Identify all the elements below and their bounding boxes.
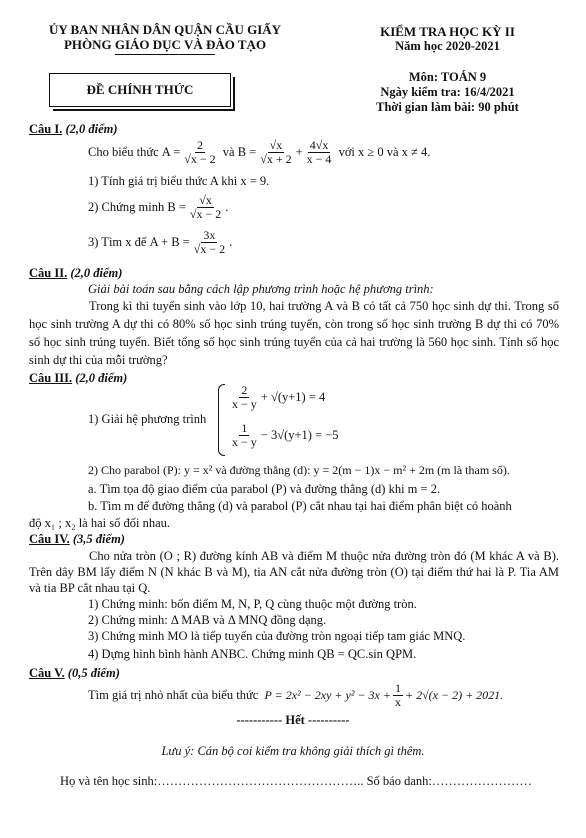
q3-eq1 xyxy=(228,384,325,411)
q3-part2: 2) Cho parabol (P): y = x² và đường thẳng (d): y = 2(m − 1)x − m² + 2m (m là tham số). xyxy=(88,463,510,477)
q1-part3 xyxy=(88,229,232,256)
q4-points: (3,5 điểm) xyxy=(72,532,125,546)
q1-intro-prefix: Cho biểu thức xyxy=(88,144,159,159)
q5-fraction xyxy=(393,682,403,709)
q2-heading xyxy=(29,266,122,282)
q1-expr-a-den: √x − 2 xyxy=(184,152,216,167)
q2-points: (2,0 điểm) xyxy=(70,266,123,280)
subject: Môn: TOÁN 9 xyxy=(408,70,487,84)
q5-body xyxy=(88,682,503,709)
q3-title: Câu III. xyxy=(29,371,73,385)
q1-intro xyxy=(88,139,430,166)
q1-expr-b-num1: √x xyxy=(269,138,283,152)
q1-expr-a-fraction xyxy=(182,139,217,166)
q4-title: Câu IV. xyxy=(29,532,70,546)
q5-title: Câu V. xyxy=(29,666,65,680)
q1-points: (2,0 điểm) xyxy=(65,122,118,136)
official-label: ĐỀ CHÍNH THỨC xyxy=(49,73,231,107)
org-line-1: ỦY BAN NHÂN DÂN QUẬN CẦU GIẤY xyxy=(48,22,282,37)
q1-part2-fraction xyxy=(188,194,223,221)
q3-system-brace xyxy=(218,384,225,456)
q1-part3-suffix: . xyxy=(229,234,233,249)
q1-conditions: với x ≥ 0 và x ≠ 4. xyxy=(338,144,431,159)
q1-part3-num: 3x xyxy=(203,228,216,242)
q1-part2-prefix: 2) Chứng minh xyxy=(88,199,165,214)
q1-part1: 1) Tính giá trị biểu thức A khi x = 9. xyxy=(88,174,270,188)
q2-title: Câu II. xyxy=(29,266,68,280)
q3-eq2-fraction xyxy=(230,422,259,449)
q3-heading xyxy=(29,371,127,387)
q2-body: Trong kì thi tuyển sinh vào lớp 10, hai trường A và B có tất cả 750 học sinh dự thi. Trong số học sinh trường A dự thi có 80% số học sinh trúng tuyển, còn trong số học sinh trường B dự thi có 70% số học sinh trúng tuyển. Biết tổng số học sinh trúng tuyển của cả hai trường là 560 học sinh. Tính số học sinh dự thi của mỗi trường? xyxy=(29,299,559,367)
q1-part2-num: √x xyxy=(199,193,212,207)
q4-part4: 4) Dựng hình bình hành ANBC. Chứng minh QB = QC.sin QPM. xyxy=(88,647,417,661)
duration: Thời gian làm bài: 90 phút xyxy=(376,100,519,114)
q3-eq1-den: x − y xyxy=(232,397,257,412)
q5-expr-lhs: P = 2x² − 2xy + y² − 3x + xyxy=(264,688,391,703)
q4-body: Cho nửa tròn (O ; R) đường kính AB và điểm M thuộc nửa đường tròn đó (M khác A và B). Trên dây BM lấy điểm N (N khác B và M), tia AN cắt nửa đường tròn (O) tại điểm thứ hai là P. Tia AM và tia BP cắt nhau tại Q. xyxy=(29,549,559,595)
q5-frac-num: 1 xyxy=(394,681,401,695)
q5-heading xyxy=(29,666,120,682)
q3-part2b-line2: độ x₁ ; x₂ là hai số đối nhau. xyxy=(29,516,170,530)
q5-frac-den: x xyxy=(394,695,401,710)
q4-part1: 1) Chứng minh: bốn điểm M, N, P, Q cùng thuộc một đường tròn. xyxy=(88,597,417,611)
q5-points: (0,5 điểm) xyxy=(67,666,120,680)
q1-part2-suffix: . xyxy=(225,199,229,214)
q1-expr-b-fraction-2 xyxy=(305,139,334,166)
q1-expr-b-den2: x − 4 xyxy=(306,152,332,167)
q3-part1-prefix: 1) Giải hệ phương trình xyxy=(88,412,207,426)
q1-expr-a-lhs: A = xyxy=(161,144,181,159)
q5-expr-rhs: + 2√(x − 2) + 2021. xyxy=(404,688,504,703)
q3-eq2-den: x − y xyxy=(232,435,257,450)
q3-eq1-rest: + √(y+1) = 4 xyxy=(260,389,326,404)
q3-eq1-fraction xyxy=(230,384,259,411)
q1-part2 xyxy=(88,194,228,221)
q1-heading xyxy=(29,122,118,138)
footer-note: Lưu ý: Cán bộ coi kiểm tra không giải thích gì thêm. xyxy=(161,744,425,758)
school-year: Năm học 2020-2021 xyxy=(395,39,500,53)
q1-expr-b-num2: 4√x xyxy=(309,138,329,152)
q3-part2b-line1: b. Tìm m để đường thẳng (d) và parabol (P) cắt nhau tại hai điểm phân biệt có hoành xyxy=(88,499,512,513)
q1-expr-b-den1: √x + 2 xyxy=(260,152,292,167)
q1-part3-fraction xyxy=(192,229,227,256)
exam-title: KIỂM TRA HỌC KỲ II xyxy=(380,24,515,39)
q4-part2: 2) Chứng minh: Δ MAB và Δ MNQ đồng dạng. xyxy=(88,613,327,627)
q3-part2a: a. Tìm tọa độ giao điểm của parabol (P) và đường thẳng (d) khi m = 2. xyxy=(88,482,441,496)
end-marker: ----------- Hết ---------- xyxy=(236,713,350,727)
q4-heading xyxy=(29,532,125,548)
student-info-line: Họ và tên học sinh:………………………………………….. Số báo danh:…………………… xyxy=(60,774,532,788)
q4-part3: 3) Chứng minh MO là tiếp tuyến của đường tròn ngoại tiếp tam giác MNQ. xyxy=(88,629,466,643)
q3-eq1-num: 2 xyxy=(241,383,248,397)
q1-expr-b-lhs: B = xyxy=(237,144,257,159)
q1-expr-b-fraction-1 xyxy=(258,139,293,166)
q1-part2-den: √x − 2 xyxy=(189,207,222,222)
q1-title: Câu I. xyxy=(29,122,63,136)
q3-eq2-num: 1 xyxy=(241,421,248,435)
q1-part3-prefix: 3) Tìm x để xyxy=(88,234,147,249)
q1-part3-lhs: A + B = xyxy=(149,234,190,249)
q1-plus: + xyxy=(295,144,303,159)
q1-part2-lhs: B = xyxy=(167,199,186,214)
q3-eq2-rest: − 3√(y+1) = −5 xyxy=(260,427,339,442)
org-underline xyxy=(115,54,215,55)
q3-eq2 xyxy=(228,422,339,449)
exam-date: Ngày kiểm tra: 16/4/2021 xyxy=(380,85,515,99)
q5-prefix: Tìm giá trị nhỏ nhất của biểu thức xyxy=(88,687,259,702)
q2-instruction: Giải bài toán sau bằng cách lập phương trình hoặc hệ phương trình: xyxy=(88,282,434,296)
q3-points: (2,0 điểm) xyxy=(75,371,128,385)
q1-and: và xyxy=(222,144,235,159)
q1-part3-den: √x − 2 xyxy=(193,242,226,257)
q1-expr-a-num: 2 xyxy=(196,138,203,152)
org-line-2: PHÒNG GIÁO DỤC VÀ ĐÀO TẠO xyxy=(63,37,267,52)
